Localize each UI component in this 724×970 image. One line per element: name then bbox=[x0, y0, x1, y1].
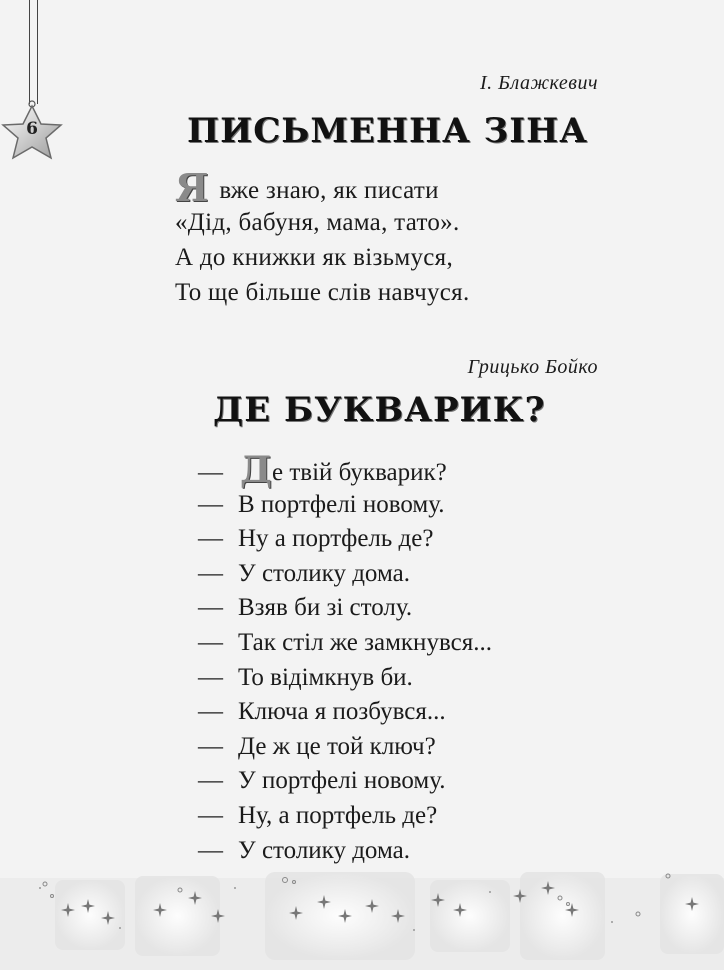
drop-cap: Д bbox=[240, 449, 273, 491]
dialog-line bbox=[198, 522, 492, 557]
dialog-dash: — bbox=[198, 836, 223, 864]
dialog-line bbox=[198, 799, 492, 834]
poem1-title: ПИСЬМЕННА ЗІНА bbox=[187, 111, 588, 151]
dialog-dash: — bbox=[198, 698, 223, 726]
poem1-author: І. Блажкевич bbox=[480, 72, 598, 94]
dialog-line bbox=[198, 449, 492, 491]
dialog-line-text: У портфелі новому. bbox=[238, 767, 446, 795]
dialog-line bbox=[198, 626, 492, 661]
dialog-line-text: В портфелі новому. bbox=[238, 490, 445, 518]
dialog-line bbox=[198, 661, 492, 696]
sparkle-border bbox=[0, 858, 724, 970]
drop-cap: Я bbox=[175, 165, 209, 210]
dialog-dash: — bbox=[198, 663, 223, 691]
verse-line-text: вже знаю, як писати bbox=[212, 177, 439, 204]
dialog-line bbox=[198, 695, 492, 730]
verse-line: А до книжки як візьмуся, bbox=[175, 244, 454, 271]
hanging-string bbox=[29, 0, 30, 104]
dialog-line-text: Взяв би зі столу. bbox=[238, 594, 413, 622]
dialog-line bbox=[198, 730, 492, 765]
page-number: 6 bbox=[26, 119, 38, 139]
poem2-author: Грицько Бойко bbox=[467, 356, 598, 378]
dialog-dash: — bbox=[198, 490, 223, 518]
dialog-line bbox=[198, 557, 492, 592]
verse-line: «Дід, бабуня, мама, тато». bbox=[175, 209, 460, 236]
dialog-dash: — bbox=[198, 628, 223, 656]
dialog-line-text: Так стіл же замкнувся... bbox=[238, 628, 492, 656]
dialog-line bbox=[198, 488, 492, 523]
poem2-dialog bbox=[198, 449, 492, 868]
poem2-title: ДЕ БУКВАРИК? bbox=[213, 390, 546, 430]
dialog-dash: — bbox=[198, 732, 223, 760]
dialog-line-text: Ну а портфель де? bbox=[238, 525, 434, 553]
dialog-dash: — bbox=[198, 594, 223, 622]
dialog-dash: — bbox=[198, 525, 223, 553]
hanging-string bbox=[37, 0, 38, 104]
dialog-line-text: У столику дома. bbox=[238, 836, 410, 864]
dialog-line-text: Ну, а портфель де? bbox=[238, 801, 438, 829]
dialog-line-text: е твій букварик? bbox=[272, 459, 447, 486]
verse-line bbox=[175, 165, 470, 210]
dialog-line-text: То відімкнув би. bbox=[238, 663, 413, 691]
dialog-dash: — bbox=[198, 559, 223, 587]
dialog-line-text: Де ж це той ключ? bbox=[238, 732, 436, 760]
dialog-dash: — bbox=[198, 767, 223, 795]
dialog-line bbox=[198, 591, 492, 626]
poem1-verse bbox=[175, 165, 470, 310]
dialog-dash: — bbox=[198, 459, 223, 486]
dialog-line-text: Ключа я позбувся... bbox=[238, 698, 446, 726]
dialog-line-text: У столику дома. bbox=[238, 559, 410, 587]
verse-line: То ще більше слів навчуся. bbox=[175, 279, 470, 306]
dialog-dash: — bbox=[198, 801, 223, 829]
dialog-line bbox=[198, 764, 492, 799]
